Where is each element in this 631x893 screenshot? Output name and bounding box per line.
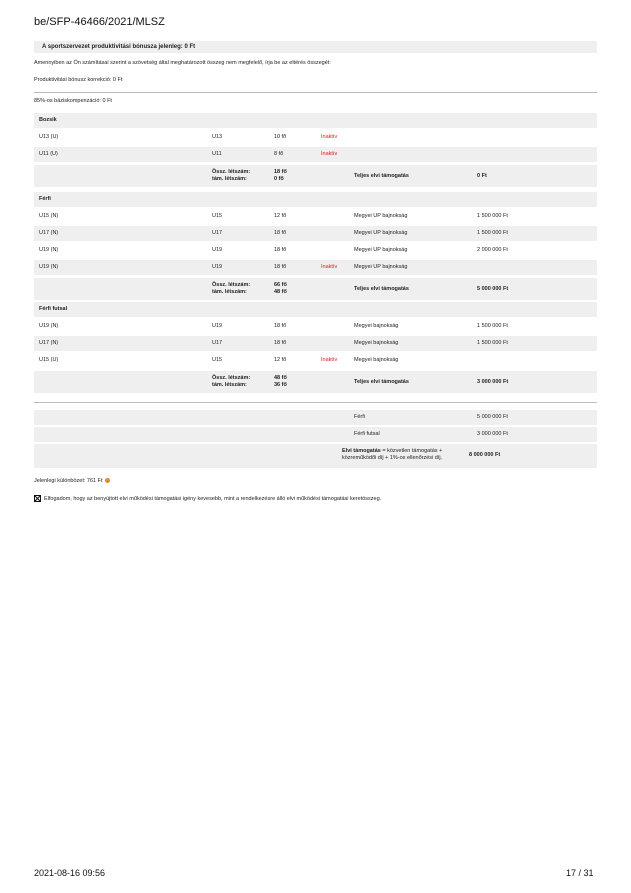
team-name: U19 (N) xyxy=(39,247,59,253)
divider xyxy=(34,402,597,403)
elvi-bold: Elvi támogatás xyxy=(342,448,381,454)
elvi-support-label xyxy=(342,448,442,461)
team-name: U17 (N) xyxy=(39,340,59,346)
summary-row xyxy=(34,427,597,442)
section-name: Férfi futsal xyxy=(39,306,68,312)
supported-headcount-label: tám. létszám: xyxy=(212,382,247,388)
summary-label: Férfi futsal xyxy=(354,431,380,437)
player-count: 18 fő xyxy=(274,323,287,329)
productivity-bonus-bar xyxy=(34,41,597,53)
league-name: Megyei UP bajnokság xyxy=(354,247,408,253)
age-group: U15 xyxy=(212,357,223,363)
age-group: U11 xyxy=(212,151,222,157)
table-row xyxy=(34,130,597,145)
total-headcount-label: Össz. létszám: xyxy=(212,282,251,288)
section-name: Bozsik xyxy=(39,117,57,123)
support-amount: 1 500 000 Ft xyxy=(477,323,508,329)
balance-text: Jelenlegi különbözet: 761 Ft xyxy=(34,478,103,484)
table-row xyxy=(34,353,597,368)
balance-line xyxy=(34,478,110,485)
league-name: Megyei bajnokság xyxy=(354,357,399,363)
team-name: U15 (U) xyxy=(39,357,59,363)
total-support-label: Teljes elvi támogatás xyxy=(354,173,409,179)
page-title: be/SFP-46466/2021/MLSZ xyxy=(34,16,165,28)
team-name: U15 (N) xyxy=(39,213,59,219)
status-badge: Inaktív xyxy=(321,357,338,363)
productivity-bonus-title: A sportszervezet produktivitási bónusza jelenleg: 0 Ft xyxy=(42,44,196,50)
footer-datetime: 2021-08-16 09:56 xyxy=(34,868,106,878)
support-amount: 2 000 000 Ft xyxy=(477,247,508,253)
player-count: 18 fő xyxy=(274,340,287,346)
supported-headcount: 36 fő xyxy=(274,382,287,388)
player-count: 12 fő xyxy=(274,213,287,219)
table-row xyxy=(34,336,597,351)
total-support-amount: 3 000 000 Ft xyxy=(477,379,509,385)
elvi-support-amount: 8 000 000 Ft xyxy=(469,452,501,458)
player-count: 18 fő xyxy=(274,264,287,270)
total-headcount-label: Össz. létszám: xyxy=(212,375,251,381)
table-row xyxy=(34,209,597,224)
acknowledge-checkbox[interactable] xyxy=(34,495,41,502)
league-name: Megyei bajnokság xyxy=(354,323,399,329)
age-group: U19 xyxy=(212,323,223,329)
productivity-note: Amennyiben az Ön számításai szerint a szövetség által meghatározott összeg nem megfelelő, írja be az eltérés összegét: xyxy=(34,60,331,66)
age-group: U19 xyxy=(212,247,223,253)
summary-label: Férfi xyxy=(354,414,365,420)
acknowledge-line xyxy=(34,495,594,502)
total-support-label: Teljes elvi támogatás xyxy=(354,286,409,292)
player-count: 18 fő xyxy=(274,247,287,253)
league-name: Megyei UP bajnokság xyxy=(354,264,408,270)
total-support-amount: 0 Ft xyxy=(477,173,487,179)
total-headcount: 48 fő xyxy=(274,375,287,381)
team-name: U13 (U) xyxy=(39,134,59,140)
section-header xyxy=(34,302,597,317)
coin-icon xyxy=(105,478,110,483)
age-group: U15 xyxy=(212,213,223,219)
acknowledge-text: Elfogadom, hogy az benyújtott elvi működési támogatási igény kevesebb, mint a rendelkezésre álló elvi működési támogatási keretösszeg. xyxy=(44,495,382,502)
table-row xyxy=(34,243,597,258)
league-name: Megyei UP bajnokság xyxy=(354,230,408,236)
team-name: U11 (U) xyxy=(39,151,58,157)
supported-headcount: 0 fő xyxy=(274,176,284,182)
player-count: 18 fő xyxy=(274,230,287,236)
summary-amount: 5 000 000 Ft xyxy=(477,414,508,420)
status-badge: Inaktív xyxy=(321,264,338,270)
elvi-rest1: = közvetlen támogatás + xyxy=(380,448,443,454)
league-name: Megyei bajnokság xyxy=(354,340,399,346)
league-name: Megyei UP bajnokság xyxy=(354,213,408,219)
total-row xyxy=(34,165,597,187)
table-row xyxy=(34,226,597,241)
footer-page-number: 17 / 31 xyxy=(566,868,594,878)
age-group: U13 xyxy=(212,134,223,140)
supported-headcount: 48 fő xyxy=(274,289,287,295)
table-row xyxy=(34,260,597,275)
total-support-label: Teljes elvi támogatás xyxy=(354,379,409,385)
support-amount: 1 500 000 Ft xyxy=(477,213,508,219)
player-count: 12 fő xyxy=(274,357,287,363)
total-row xyxy=(34,371,597,393)
total-headcount: 66 fő xyxy=(274,282,287,288)
support-amount: 1 500 000 Ft xyxy=(477,340,508,346)
productivity-correction: Produktivitási bónusz korrekció: 0 Ft xyxy=(34,77,123,83)
section-header xyxy=(34,192,597,207)
table-row xyxy=(34,147,597,162)
supported-headcount-label: tám. létszám: xyxy=(212,289,247,295)
total-headcount: 18 fő xyxy=(274,169,287,175)
table-row xyxy=(34,319,597,334)
team-name: U17 (N) xyxy=(39,230,59,236)
total-support-amount: 5 000 000 Ft xyxy=(477,286,509,292)
supported-headcount-label: tám. létszám: xyxy=(212,176,247,182)
status-badge: Inaktív xyxy=(321,134,338,140)
elvi-support-row xyxy=(34,444,597,468)
age-group: U17 xyxy=(212,230,223,236)
player-count: 10 fő xyxy=(274,134,287,140)
team-name: U19 (N) xyxy=(39,323,59,329)
support-amount: 1 500 000 Ft xyxy=(477,230,508,236)
summary-amount: 3 000 000 Ft xyxy=(477,431,508,437)
age-group: U17 xyxy=(212,340,223,346)
divider xyxy=(34,92,597,93)
section-name: Férfi xyxy=(39,196,51,202)
summary-row xyxy=(34,410,597,425)
age-group: U19 xyxy=(212,264,223,270)
section-header xyxy=(34,113,597,128)
total-row xyxy=(34,278,597,300)
status-badge: Inaktív xyxy=(321,151,338,157)
player-count: 8 fő xyxy=(274,151,284,157)
elvi-rest2: közreműködői díj + 1%-os ellenőrzési díj. xyxy=(342,454,443,461)
base-compensation: 85%-os báziskompenzáció: 0 Ft xyxy=(34,98,112,104)
team-name: U19 (N) xyxy=(39,264,59,270)
total-headcount-label: Össz. létszám: xyxy=(212,169,251,175)
